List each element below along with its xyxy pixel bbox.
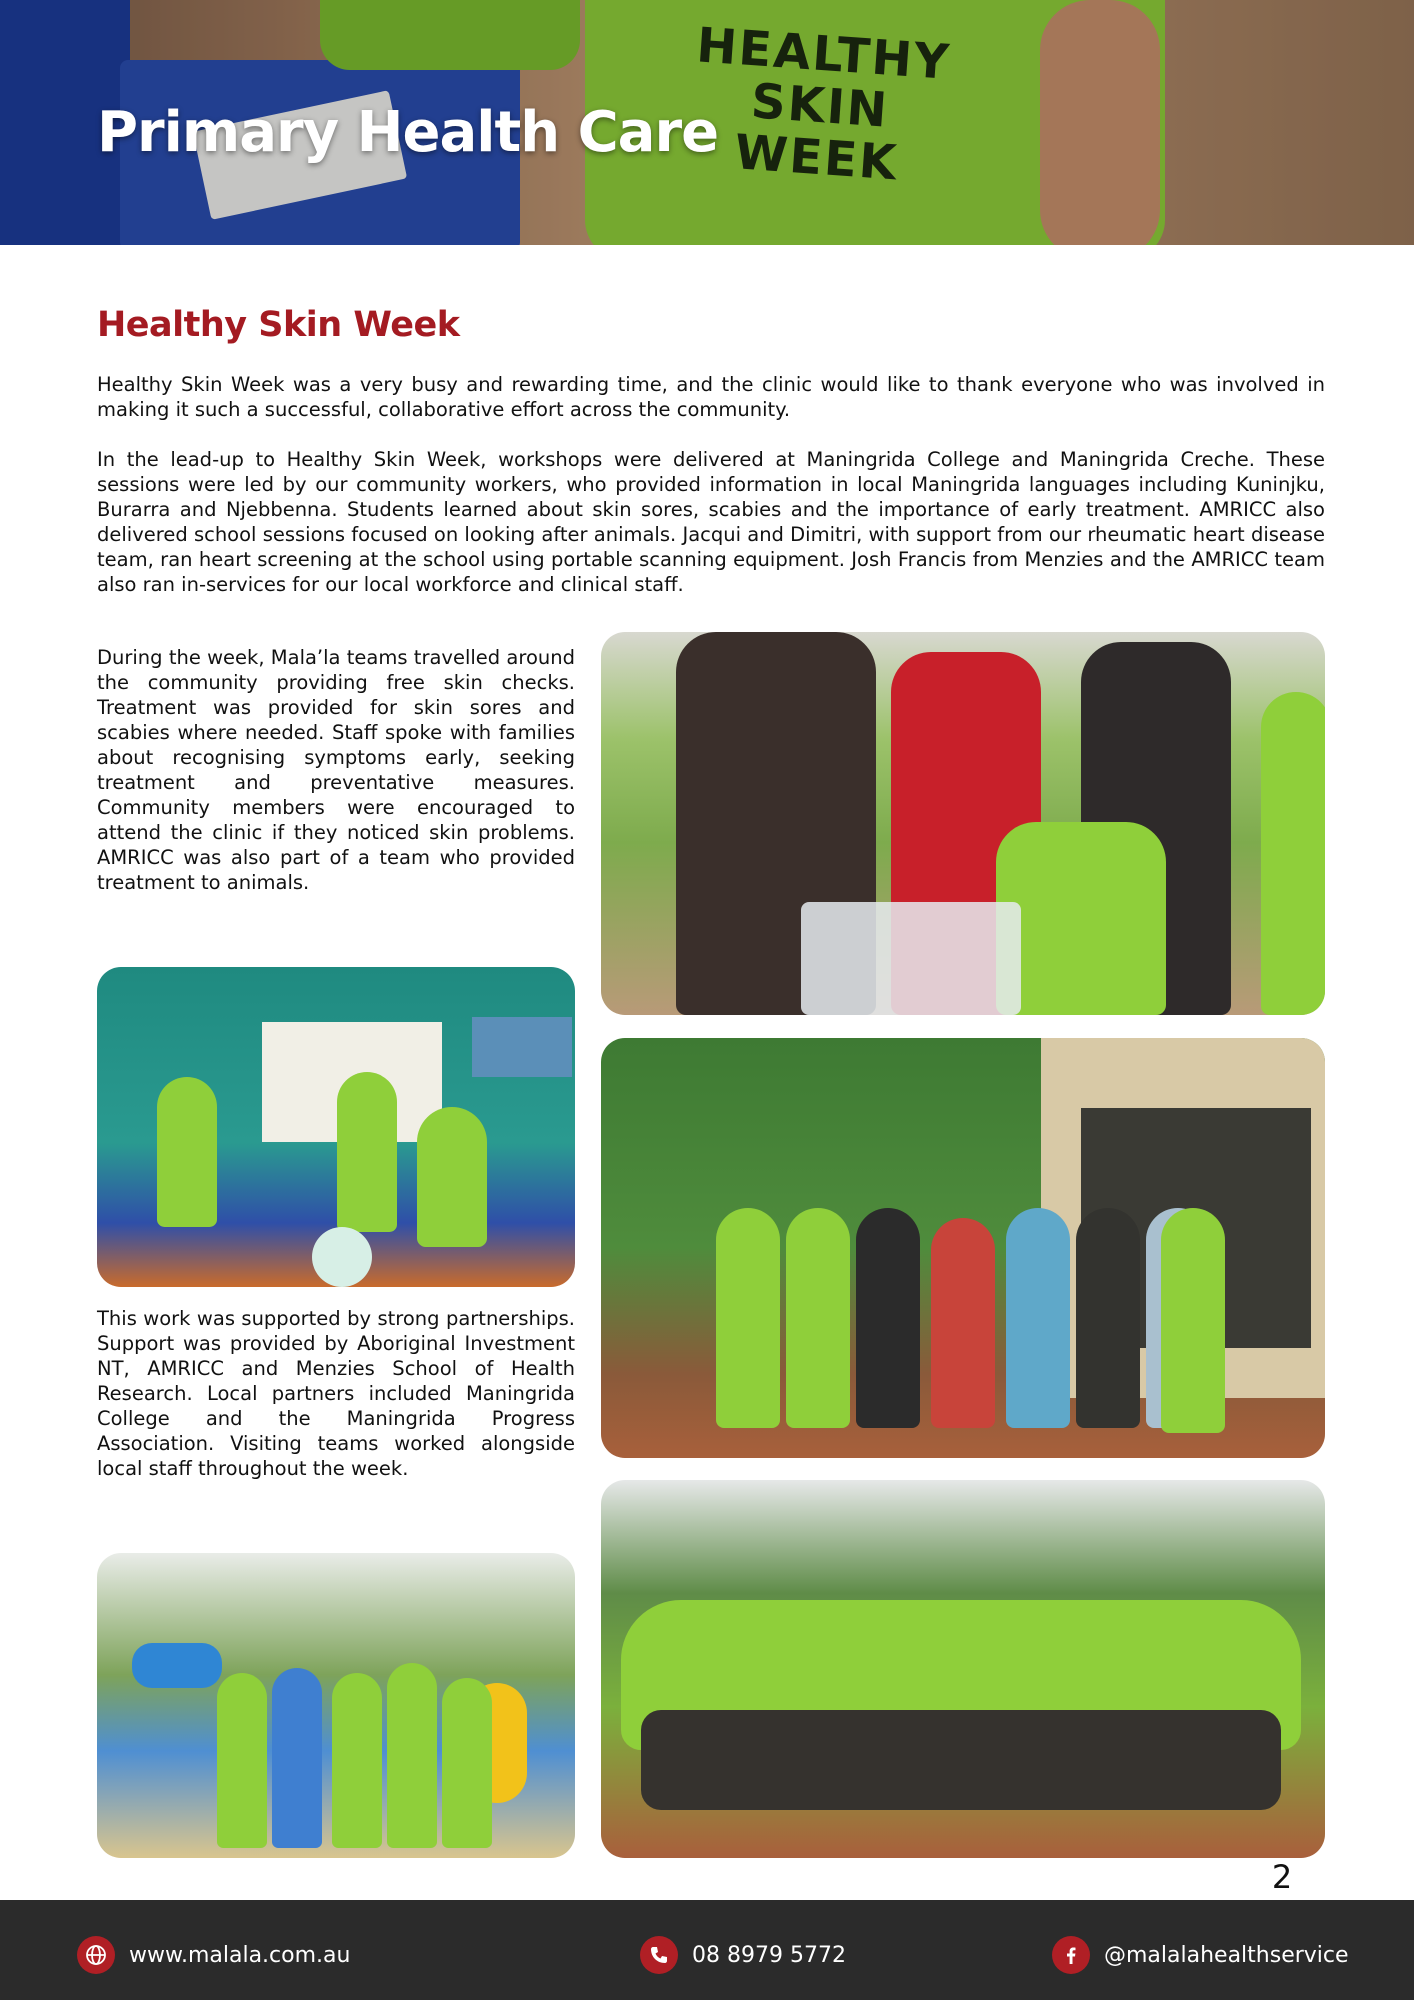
- photo-person: [272, 1668, 322, 1848]
- photo-person: [337, 1072, 397, 1232]
- photo-person: [442, 1678, 492, 1848]
- photo-person: [1006, 1208, 1070, 1428]
- page-title: Primary Health Care: [97, 100, 719, 165]
- footer-phone[interactable]: [640, 1935, 846, 1975]
- page-number: 2: [1271, 1858, 1293, 1896]
- footer-facebook-text[interactable]: @malalahealthservice: [1104, 1942, 1349, 1968]
- phone-icon: [640, 1936, 678, 1974]
- photo-person: [387, 1663, 437, 1848]
- globe-icon: [77, 1936, 115, 1974]
- photo-person: [931, 1218, 995, 1428]
- photo-person: [716, 1208, 780, 1428]
- banner-shirt-text: HEALTHY SKIN WEEK: [694, 17, 953, 192]
- photo-person: [1161, 1208, 1225, 1433]
- footer-website-text[interactable]: www.malala.com.au: [129, 1942, 351, 1968]
- photo-classroom: [97, 967, 575, 1287]
- photo-person: [996, 822, 1166, 1015]
- photo-playground-tube: [132, 1643, 222, 1688]
- photo-container-box: [801, 902, 1021, 1015]
- footer-website[interactable]: [77, 1935, 350, 1975]
- section-title: Healthy Skin Week: [97, 305, 460, 345]
- footer: [0, 1900, 1414, 2000]
- paragraph-during-week: During the week, Mala’la teams travelled around the community providing free skin checks. Treatment was provided for skin sores and scabies where needed. Staff spoke with families about recognising symptoms early, seeking treatment and preventative measures. Community members were encouraged to attend the clinic if they noticed skin problems. AMRICC was also part of a team who provided treatment to animals.: [97, 646, 575, 894]
- photo-person: [217, 1673, 267, 1848]
- photo-person: [1076, 1208, 1140, 1428]
- photo-person: [332, 1673, 382, 1848]
- footer-facebook[interactable]: [1052, 1935, 1349, 1975]
- photo-person: [786, 1208, 850, 1428]
- photo-group-outside-building: [601, 1038, 1325, 1458]
- facebook-icon: [1052, 1936, 1090, 1974]
- photo-playground-group: [97, 1553, 575, 1858]
- paragraph-partnerships: This work was supported by strong partnerships. Support was provided by Aboriginal Investment NT, AMRICC and Menzies School of Health Research. Local partners included Maningrida College and the Maningrida Progress Association. Visiting teams worked alongside local staff throughout the week.: [97, 1307, 575, 1480]
- photo-person: [856, 1208, 920, 1428]
- header-banner: [0, 0, 1414, 245]
- photo-community-members: [601, 632, 1325, 1015]
- photo-person: [1261, 692, 1325, 1015]
- photo-large-group: [601, 1480, 1325, 1858]
- footer-phone-text[interactable]: 08 8979 5772: [692, 1942, 846, 1968]
- flower-sticker-icon: [312, 1227, 372, 1287]
- photo-group-legs: [641, 1710, 1281, 1810]
- paragraph-workshops: In the lead-up to Healthy Skin Week, workshops were delivered at Maningrida College and Maningrida Creche. These sessions were led by our community workers, who provided information in local Maningrida languages including Kuninjku, Burarra and Njebbenna. Students learned about skin sores, scabies and the importance of early treatment. AMRICC also delivered school sessions focused on looking after animals. Jacqui and Dimitri, with support from our rheumatic heart disease team, ran heart screening at the school using portable scanning equipment. Josh Francis from Menzies and the AMRICC team also ran in-services for our local workforce and clinical staff.: [97, 448, 1325, 596]
- photo-person: [417, 1107, 487, 1247]
- photo-person: [157, 1077, 217, 1227]
- paragraph-intro: Healthy Skin Week was a very busy and rewarding time, and the clinic would like to thank everyone who was involved in making it such a successful, collaborative effort across the community.: [97, 373, 1325, 421]
- photo-tv-screen: [472, 1017, 572, 1077]
